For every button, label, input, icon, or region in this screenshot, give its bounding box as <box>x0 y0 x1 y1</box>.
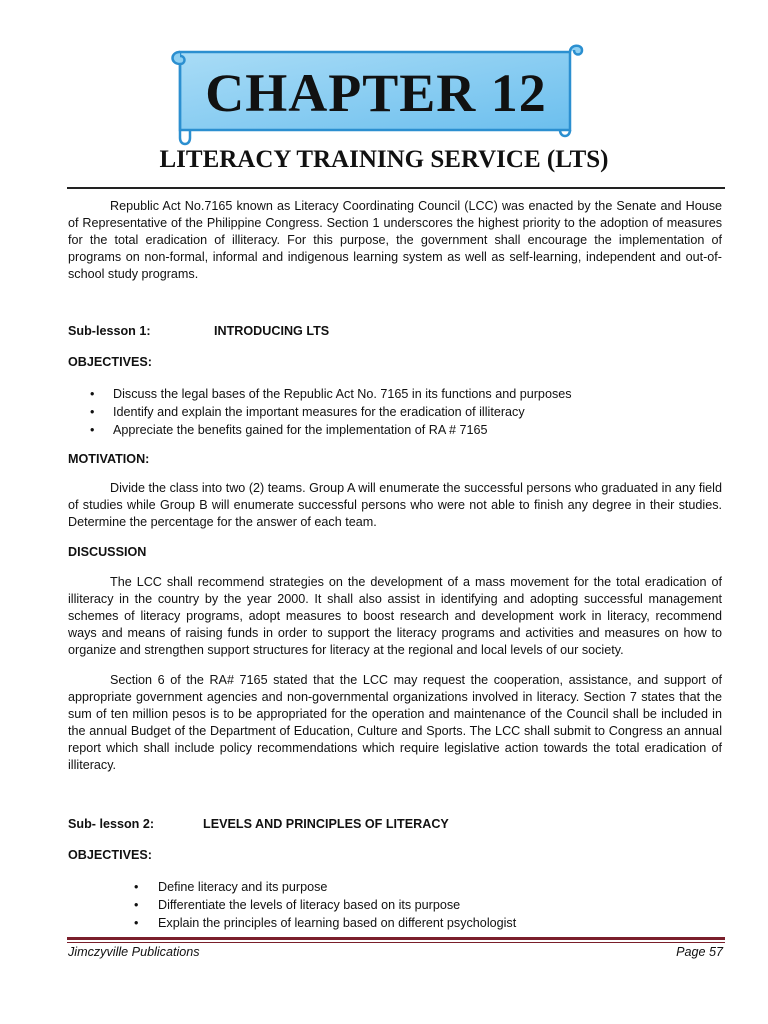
list-item: • Explain the principles of learning based on different psychologist <box>68 914 722 932</box>
discussion-paragraph-2: Section 6 of the RA# 7165 stated that the LCC may request the cooperation, assistance, and support of appropriate government agencies and non-governmental organizations involved in literacy. Section 7 states that the sum of ten million pesos is to be appropriated for the operation and maintenance of the Council shall be included in the annual Budget of the Department of Education, Culture and Sports. The LCC shall submit to Congress an annual report which shall include policy recommendations which require legislative action towards the total eradication of illiteracy. <box>68 673 722 772</box>
discussion-paragraph-1: The LCC shall recommend strategies on the development of a mass movement for the total eradication of illiteracy in the country by the year 2000. It shall also assist in identifying and adopting successful management schemes of literacy programs, adopt measures to boost research and development work in literacy, recommend ways and means of raising funds in order to support the literacy programs and activities and measures on how to organize and strengthen support structures for literacy at the regional and local levels of our society. <box>68 575 722 657</box>
objectives-list-1 <box>68 385 722 439</box>
chapter-title: CHAPTER 12 <box>205 63 547 123</box>
footer-rule-thin <box>67 942 725 943</box>
sub-lesson-1-number: Sub-lesson 1: <box>68 324 151 338</box>
objectives-list-2 <box>68 878 722 932</box>
list-item: • Discuss the legal bases of the Republic Act No. 7165 in its functions and purposes <box>68 385 722 403</box>
sub-lesson-2-heading <box>68 816 722 833</box>
chapter-banner <box>166 40 586 150</box>
sub-lesson-1-heading <box>68 323 722 340</box>
sub-lesson-1-title: INTRODUCING LTS <box>214 324 330 338</box>
objectives-heading-1: OBJECTIVES: <box>68 355 152 369</box>
footer-publisher: Jimczyville Publications <box>68 945 200 959</box>
sub-lesson-2-number: Sub- lesson 2: <box>68 817 155 831</box>
footer-rule-thick <box>67 937 725 940</box>
title-divider <box>67 187 725 189</box>
sub-lesson-2-title: LEVELS AND PRINCIPLES OF LITERACY <box>203 817 449 831</box>
motivation-heading: MOTIVATION: <box>68 452 150 466</box>
motivation-paragraph: Divide the class into two (2) teams. Group A will enumerate the successful persons who graduated in any field of studies while Group B will enumerate successful persons who were not able to finish any degree in their studies. Determine the percentage for the answer of each team. <box>68 481 722 529</box>
chapter-subtitle: LITERACY TRAINING SERVICE (LTS) <box>159 146 609 173</box>
page-body <box>68 198 722 932</box>
list-item: • Identify and explain the important measures for the eradication of illiteracy <box>68 403 722 421</box>
objectives-heading-2: OBJECTIVES: <box>68 848 152 862</box>
discussion-heading: DISCUSSION <box>68 545 147 559</box>
list-item: • Differentiate the levels of literacy based on its purpose <box>68 896 722 914</box>
list-item: • Appreciate the benefits gained for the implementation of RA # 7165 <box>68 421 722 439</box>
footer-page-number: Page 57 <box>676 945 723 959</box>
list-item: • Define literacy and its purpose <box>68 878 722 896</box>
intro-paragraph: Republic Act No.7165 known as Literacy Coordinating Council (LCC) was enacted by the Senate and House of Representative of the Philippine Congress. Section 1 underscores the highest priority to the adoption of measures for the total eradication of illiteracy. For this purpose, the government shall encourage the implementation of programs on non-formal, informal and indigenous learning system as well as self-learning, independent and out-of-school study programs. <box>68 199 722 281</box>
